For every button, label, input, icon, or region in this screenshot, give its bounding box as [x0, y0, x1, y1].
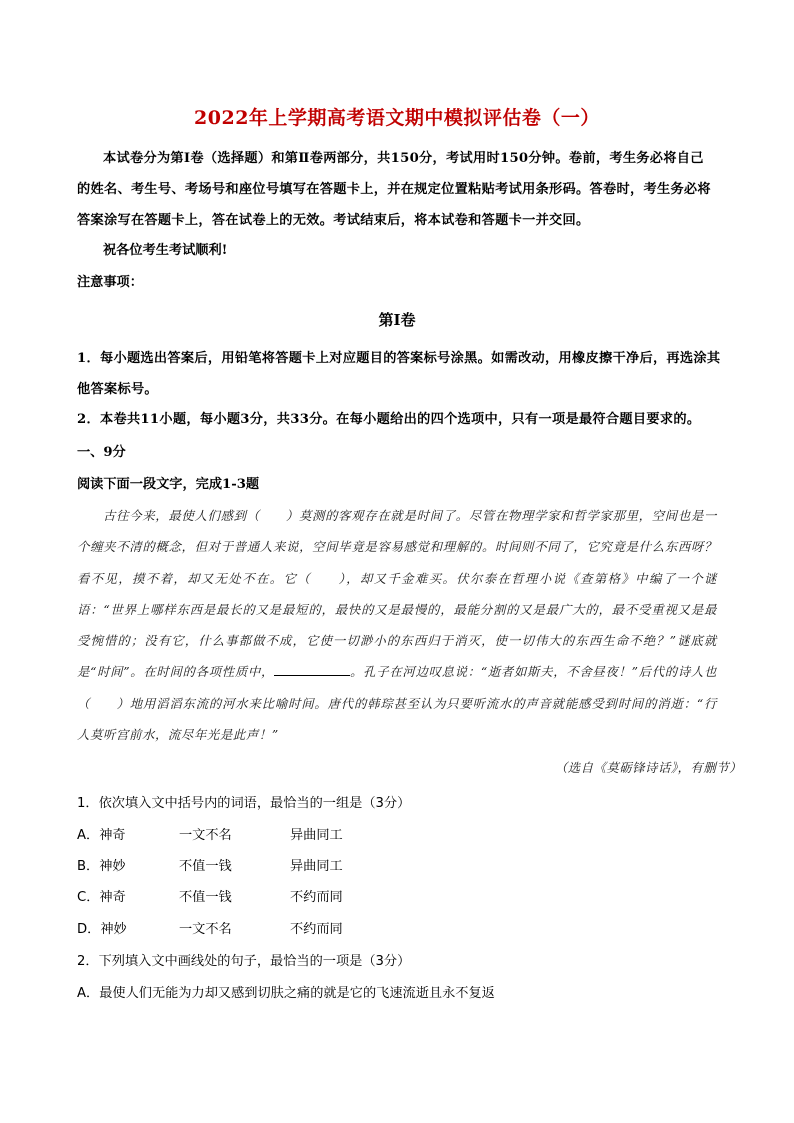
- section-label: 一、9分: [77, 445, 126, 460]
- option-word-3: 不约而同: [290, 890, 343, 905]
- option-word-1: C．神奇: [77, 890, 126, 905]
- passage-part-2: 。孔子在河边叹息说：“逝者如斯夫，不舍昼夜！”后代的诗人也（ ）地用滔滔东流的河水来比喻时间。唐代的韩琮甚至认为只要听流水的声音就能感受到时间的消逝：“行人莫听宫前水，流尽年光是此声！”: [77, 664, 717, 743]
- option-word-3: 异曲同工: [290, 828, 343, 843]
- option-word-1: B．神妙: [77, 859, 126, 874]
- exam-intro: [77, 143, 717, 236]
- intro-paragraph: 本试卷分为第Ⅰ卷（选择题）和第Ⅱ卷两部分，共150分，考试用时150分钟。卷前，考生务必将自己的姓名、考生号、考场号和座位号填写在答题卡上，并在规定位置粘贴考试用条形码。答卷时，考生务必将答案涂写在答题卡上，答在试卷上的无效。考试结束后，将本试卷和答题卡一并交回。: [77, 151, 711, 228]
- fill-in-blank: [274, 663, 350, 676]
- option-word-2: 不值一钱: [179, 859, 232, 874]
- rule-1: 1．每小题选出答案后，用铅笔将答题卡上对应题目的答案标号涂黑。如需改动，用橡皮擦干净后，再选涂其他答案标号。: [77, 351, 721, 397]
- exam-title: 2022年上学期高考语文期中模拟评估卷（一）: [194, 107, 600, 129]
- rule-2: 2．本卷共11小题，每小题3分，共33分。在每小题给出的四个选项中，只有一项是最符合题目要求的。: [77, 412, 701, 427]
- reading-passage: [77, 500, 717, 750]
- question-2-stem: 2．下列填入文中画线处的句子，最恰当的一项是（3分）: [77, 954, 411, 969]
- notice-label: 注意事项：: [77, 275, 143, 290]
- option-word-3: 不约而同: [290, 922, 343, 937]
- question-2-option-a: A．最使人们无能为力却又感到切肤之痛的就是它的飞速流逝且永不复返: [77, 986, 495, 1001]
- option-word-3: 异曲同工: [290, 859, 343, 874]
- passage-source: （选自《莫砺锋诗话》，有删节）: [554, 760, 742, 775]
- greeting-text: 祝各位考生考试顺利!: [103, 243, 228, 258]
- volume-heading: 第Ⅰ卷: [378, 311, 416, 329]
- option-word-2: 一文不名: [179, 828, 232, 843]
- question-1-stem: 1．依次填入文中括号内的词语，最恰当的一组是（3分）: [77, 796, 411, 811]
- option-word-2: 一文不名: [179, 922, 232, 937]
- option-word-1: A．神奇: [77, 828, 126, 843]
- option-word-1: D．神妙: [77, 922, 127, 937]
- option-word-2: 不值一钱: [179, 890, 232, 905]
- passage-part-1: 古往今来，最使人们感到（ ）莫测的客观存在就是时间了。尽管在物理学家和哲学家那里，空间也是一个缠夹不清的概念，但对于普通人来说，空间毕竟是容易感觉和理解的。时间则不同了，它究竟是什么东西呀？看不见，摸不着，却又无处不在。它（ ），却又千金难买。伏尔泰在哲理小说《查第格》中编了一个谜语：“世界上哪样东西是最长的又是最短的，最快的又是最慢的，最能分割的又是最广大的，最不受重视又是最受惋惜的；没有它，什么事都做不成，它使一切渺小的东西归于消灭，使一切伟大的东西生命不绝？”谜底就是“时间”。在时间的各项性质中，: [77, 508, 717, 680]
- reading-instruction: 阅读下面一段文字，完成1-3题: [77, 477, 260, 492]
